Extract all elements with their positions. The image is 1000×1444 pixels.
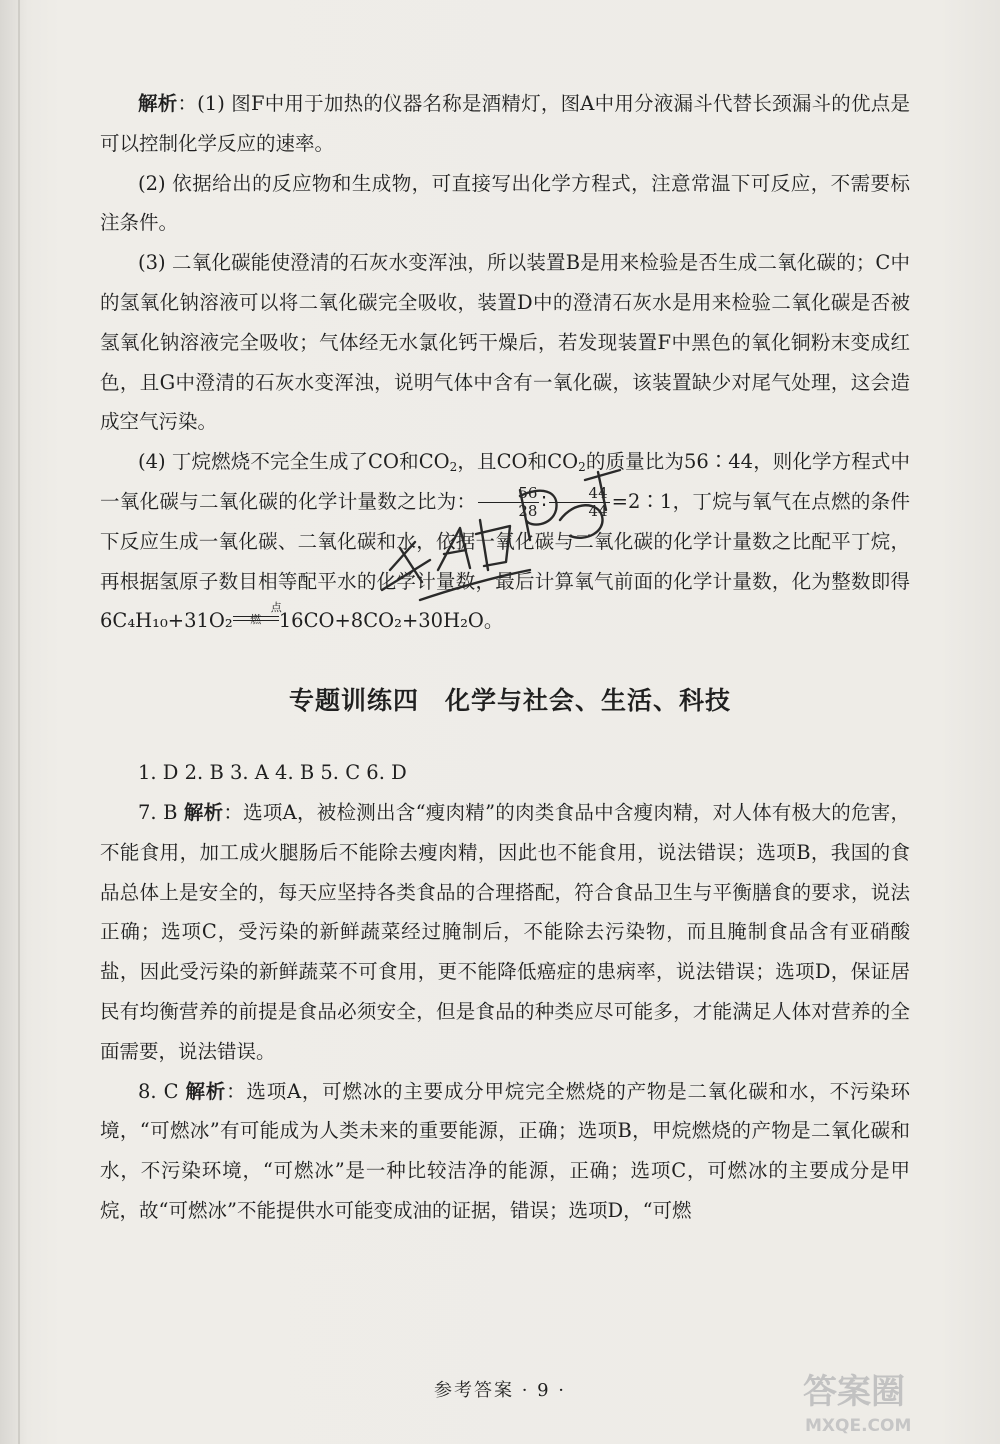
paragraph-analysis-2: (2) 依据给出的反应物和生成物，可直接写出化学方程式，注意常温下可反应，不需要标注条件。 [100, 171, 910, 235]
question-7-analysis [100, 793, 910, 1072]
subscript-2: 2 [449, 460, 458, 475]
fraction-denominator: 28 [518, 501, 538, 520]
section-title: 专题训练四 化学与社会、生活、科技 [288, 686, 731, 716]
paragraph-analysis-3: (3) 二氧化碳能使澄清的石灰水变浑浊，所以装置B是用来检验是否生成二氧化碳的；C中的氢氧化钠溶液可以将二氧化碳完全吸收，装置D中的澄清石灰水是用来检验二氧化碳是否被氢氧化钠溶液完全吸收；气体经无水氯化钙干燥后，若发现装置F中黑色的氧化铜粉末变成红色，且G中澄清的石灰水变浑浊，说明气体中含有一氧化碳，该装置缺少对尾气处理，这会造成空气污染。 [100, 251, 910, 434]
equation-products: 16CO+8CO₂+30H₂O。 [278, 609, 504, 633]
analysis-label: 解析 [185, 1079, 227, 1103]
watermark-title: 答案圈 [803, 1372, 905, 1412]
reaction-condition [233, 601, 282, 627]
ratio-colon: ∶ [541, 489, 547, 513]
question-7-answer: 7. B [138, 800, 184, 824]
watermark-logo [795, 1365, 990, 1440]
question-8-answer: 8. C [138, 1079, 186, 1103]
p4-segment-a: (4) 丁烷燃烧不完全生成了CO和CO [138, 450, 450, 474]
question-7-text: ：选项A，被检测出含“瘦肉精”的肉类食品中含瘦肉精，对人体有极大的危害，不能食用，加工成火腿肠后不能除去瘦肉精，因此也不能食用，说法错误；选项B，我国的食品总体上是安全的，每天应坚持各类食品的合理搭配，符合食品卫生与平衡膳食的要求，说法正确；选项C，受污染的新鲜蔬菜经过腌制后，不能除去污染物，而且腌制食品含有亚硝酸盐，因此受污染的新鲜蔬菜不可食用，更不能降低癌症的患病率，说法错误；选项D，保证居民有均衡营养的前提是食品必须安全，但是食品的种类应尽可能多，才能满足人体对营养的全面需要，说法错误。 [100, 800, 910, 1063]
reaction-condition-label: 点燃 [250, 601, 282, 627]
fraction-numerator: 56 [478, 485, 539, 503]
page-footer: 参考答案 · 9 · [433, 1380, 567, 1401]
handwritten-scribble-icon [360, 450, 640, 620]
page-binding-edge [18, 0, 20, 1444]
watermark-url: MXQE.COM [805, 1416, 912, 1436]
question-8-analysis [100, 1072, 910, 1231]
p4-segment-c: 的质量比为56∶44，则化学方程式中一氧化碳与二氧化碳的化学计量数之比为： [100, 450, 910, 513]
equation-reactants: 6C₄H₁₀+31O₂ [100, 609, 233, 633]
p4-segment-d: =2∶1，丁烷与氧气在点燃的条件下反应生成一氧化碳、二氧化碳和水，依据一氧化碳与二氧化碳的化学计量数之比配平丁烷，再根据氢原子数目相等配平水的化学计量数，最后计算氧气前面的化学计量数，化为整数即得 [100, 489, 910, 593]
paragraph-text: ：(1) 图F中用于加热的仪器名称是酒精灯，图A中用分液漏斗代替长颈漏斗的优点是可以控制化学反应的速率。 [100, 92, 910, 155]
document-body [100, 84, 910, 1231]
analysis-label: 解析 [138, 92, 178, 115]
answer-list: 1. D 2. B 3. A 4. B 5. C 6. D [138, 761, 407, 785]
subscript-2: 2 [578, 460, 586, 475]
paragraph-analysis-1 [100, 84, 910, 164]
fraction-numerator: 44 [549, 485, 610, 503]
analysis-label: 解析 [183, 800, 224, 824]
fraction-denominator: 44 [588, 501, 608, 520]
question-8-text: ：选项A，可燃冰的主要成分甲烷完全燃烧的产物是二氧化碳和水，不污染环境，“可燃冰”有可能成为人类未来的重要能源，正确；选项B，甲烷燃烧的产物是二氧化碳和水，不污染环境，“可燃冰”是一种比较洁净的能源，正确；选项C，可燃冰的主要成分是甲烷，故“可燃冰”不能提供水可能变成油的证据，错误；选项D，“可燃 [100, 1079, 910, 1222]
p4-segment-b: ，且CO和CO [457, 450, 579, 474]
